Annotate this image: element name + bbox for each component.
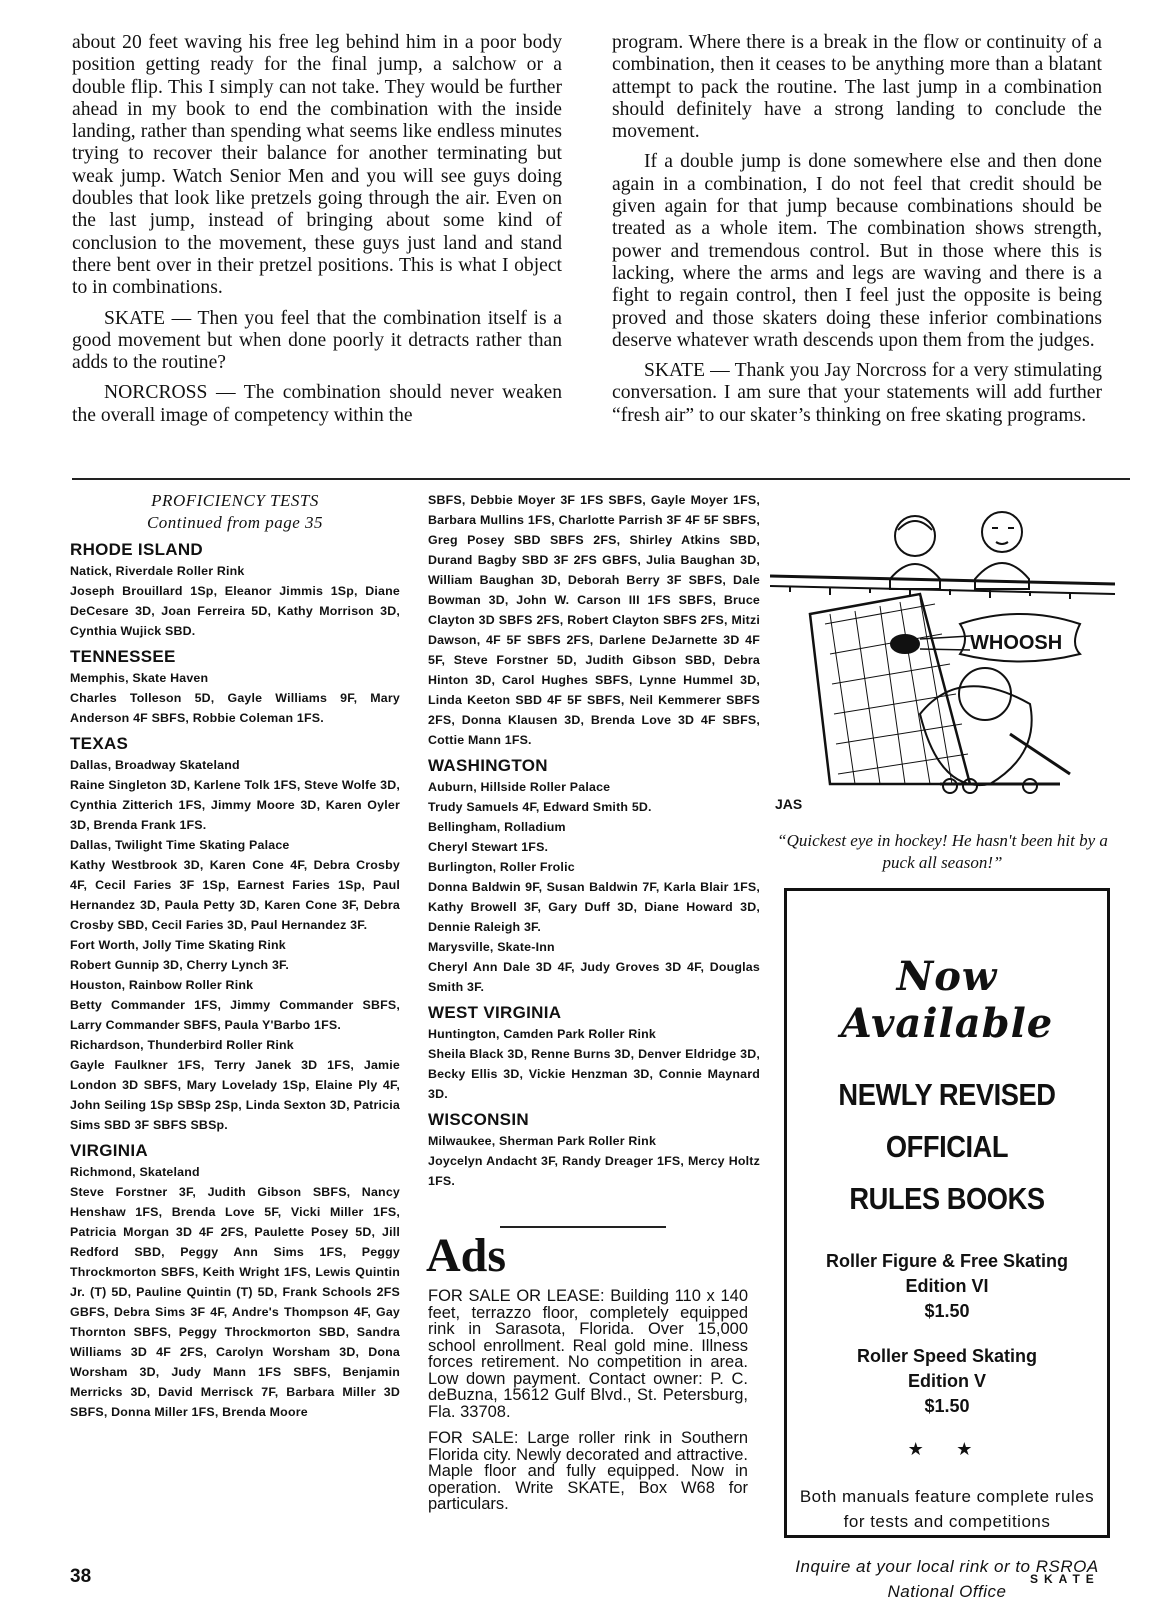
skater-list: Gayle Faulkner 1FS, Terry Janek 3D 1FS, Jamie London 3D SBFS, Mary Lovelady 1Sp, Elaine Ply 4F, John Seiling 1Sp SBSp 2Sp, Linda Sexton 3D, Patricia Sims SBD 3F SBFS SBSp. [70, 1058, 400, 1132]
now-available-heading: Now Available [840, 953, 1054, 1047]
section-divider [72, 478, 1130, 480]
proficiency-tests-column-2 [428, 490, 760, 1191]
cartoon-caption: “Quickest eye in hockey! He hasn't been hit by a puck all season!” [777, 831, 1108, 872]
book-edition: Edition V [908, 1371, 986, 1391]
rink-name: Natick, Riverdale Roller Rink [70, 564, 245, 578]
skater-list: Donna Baldwin 9F, Susan Baldwin 7F, Karla Blair 1FS, Kathy Browell 3F, Gary Duff 3D, Diane Howard 3D, Dennie Raleigh 3F. [428, 880, 760, 934]
artist-signature: JAS [775, 796, 803, 812]
skater-list: Sheila Black 3D, Renne Burns 3D, Denver Eldridge 3D, Becky Ellis 3D, Vickie Henzman 3D, Connie Maynard 3D. [428, 1047, 760, 1101]
classified-ad: FOR SALE: Large roller rink in Southern Florida city. Newly decorated and attractive. Maple floor and fully equipped. Now in operation. Write SKATE, Box W68 for particulars. [428, 1429, 748, 1513]
book-figure-free [787, 1249, 1107, 1324]
article-left-column [72, 32, 562, 435]
rink-name: Richardson, Thunderbird Roller Rink [70, 1038, 294, 1052]
state-heading: TEXAS [70, 734, 129, 753]
skater-list: Betty Commander 1FS, Jimmy Commander SBFS, Larry Commander SBFS, Paula Y'Barbo 1FS. [70, 998, 400, 1032]
article-paragraph: SKATE — Thank you Jay Norcross for a very stimulating conversation. I am sure that your statements will add further “fresh air” to our skater’s thinking on free skating programs. [612, 360, 1102, 426]
book-speed [787, 1344, 1107, 1419]
book-price: $1.50 [924, 1301, 970, 1321]
rink-name: Dallas, Broadway Skateland [70, 758, 240, 772]
tests-heading: PROFICIENCY TESTS [151, 491, 319, 510]
state-heading: TENNESSEE [70, 647, 176, 666]
rink-name: Marysville, Skate-Inn [428, 940, 555, 954]
spectator-head-right [982, 512, 1022, 552]
star-icons: ★ ★ [907, 1439, 987, 1459]
rulebox-headline-line1: NEWLY REVISED OFFICIAL [838, 1077, 1056, 1164]
skater-list: Kathy Westbrook 3D, Karen Cone 4F, Debra Crosby 4F, Cecil Faries 3F 1Sp, Earnest Faries 1Sp, Paul Hernandez 3D, Paula Petty 3D, Karen Cone 3F, Debra Crosby SBD, Cecil Faries 3D, Paul Hernandez 3F. [70, 858, 400, 932]
state-heading: WISCONSIN [428, 1110, 529, 1129]
rink-name: Dallas, Twilight Time Skating Palace [70, 838, 290, 852]
classified-ad: FOR SALE OR LEASE: Building 110 x 140 feet, terrazzo floor, completely equipped rink in Sarasota, Florida. Over 15,000 school enrollment. Real gold mine. Illness forces retirement. No competition in area. Low down payment. Contact owner: P. C. deBuzna, 15612 Gulf Blvd., St. Petersburg, Fla. 33708. [428, 1287, 748, 1421]
book-title: Roller Speed Skating [856, 1346, 1038, 1366]
book-price: $1.50 [924, 1396, 970, 1416]
skater-list: SBFS, Debbie Moyer 3F 1FS SBFS, Gayle Moyer 1FS, Barbara Mullins 1FS, Charlotte Parrish 3F 4F 5F SBFS, Greg Posey SBD SBFS 2FS, Shirley Atkins SBD, Durand Bagby SBD 3F 2FS GBFS, Julia Baughan 3D, William Baughan 3D, Deborah Berry 3F SBFS, Dale Bowman 3D, John W. Carson III 1FS SBFS, Bruce Clayton 3D SBFS 2FS, Robert Clayton SBFS 2FS, Mitzi Dawson, 4F 5F SBFS 2FS, Darlene DeJarnette 3D 4F 5F, Steve Forstner 5D, Judith Gibson SBD, Debra Hinton 3D, Carol Hughes SBFS, Lynne Hummel 3D, Linda Keeton SBD 4F 5F SBFS, Neil Kemmerer SBFS 2FS, Donna Klausen 3D, Brenda Love 3D 4F SBFS, Cottie Mann 1FS. [428, 493, 760, 747]
proficiency-tests-column-1 [70, 490, 400, 1422]
spectator-body-left [890, 564, 940, 589]
state-heading: WASHINGTON [428, 756, 548, 775]
skater-list: Charles Tolleson 5D, Gayle Williams 9F, Mary Anderson 4F SBFS, Robbie Coleman 1FS. [70, 691, 400, 725]
skater-list: Trudy Samuels 4F, Edward Smith 5D. [428, 800, 652, 814]
skater-list: Steve Forstner 3F, Judith Gibson SBFS, Nancy Henshaw 1FS, Brenda Love 5F, Vicki Miller 1FS, Patricia Morgan 3D 4F 2FS, Paulette Posey 5D, Jill Redford SBD, Peggy Ann Sims 1FS, Peggy Throckmorton SBFS, Keith Wright 1FS, Lewis Quintin Jr. (T) 5D, Pauline Quintin (T) 5D, Frank Schools 2FS GBFS, Debra Sims 3F 4F, Andre's Thompson 4F, Gay Thornton SBFS, Peggy Throckmorton SBD, Sandra Williams 3D 4F 2FS, Carolyn Worsham 3D, Dona Worsham 3D, Judy Mann 1FS SBFS, Benjamin Merricks 3D, David Merrisck 7F, Barbara Miller 3D SBFS, Donna Miller 1FS, Brenda Moore [70, 1185, 400, 1419]
hockey-cartoon [770, 484, 1115, 814]
rink-name: Richmond, Skateland [70, 1165, 200, 1179]
rink-name: Houston, Rainbow Roller Rink [70, 978, 254, 992]
article-paragraph: SKATE — Then you feel that the combination itself is a good movement but when done poorly it detracts rather than adds to the routine? [72, 307, 562, 374]
tests-continued: Continued from page 35 [146, 513, 324, 532]
rink-name: Auburn, Hillside Roller Palace [428, 780, 611, 794]
state-heading: VIRGINIA [70, 1141, 148, 1160]
skater-list: Joseph Brouillard 1Sp, Eleanor Jimmis 1Sp, Diane DeCesare 3D, Joan Ferreira 5D, Kathy Morrison 3D, Cynthia Wujick SBD. [70, 584, 400, 638]
rink-name: Fort Worth, Jolly Time Skating Rink [70, 938, 286, 952]
rink-name: Memphis, Skate Haven [70, 671, 209, 685]
article-paragraph: If a double jump is done somewhere else and then done again in a combination, I do not feel that credit should be given again for that jump because combinations should be treated as a whole item. The combination shows strength, power and tremendous control. But in those where this is lacking, where the arms and legs are waving and there is a fight to regain control, then I feel just the opposite is being proved and those skaters doing these inferior combinations deserve whatever wrath descends upon them from the judges. [612, 151, 1102, 351]
state-heading: RHODE ISLAND [70, 540, 203, 559]
ads-divider [500, 1226, 666, 1228]
rink-name: Milwaukee, Sherman Park Roller Rink [428, 1134, 657, 1148]
book-edition: Edition VI [905, 1276, 989, 1296]
article-paragraph: NORCROSS — The combination should never weaken the overall image of competency within the [72, 382, 562, 426]
skater-list: Cheryl Stewart 1FS. [428, 840, 549, 854]
rulebox-inquire: Inquire at your local rink or to RSROA National Office [795, 1557, 1099, 1601]
book-title: Roller Figure & Free Skating [825, 1251, 1069, 1271]
rulebox-headline [806, 1069, 1088, 1225]
page-number: 38 [70, 1566, 92, 1587]
article-paragraph: program. Where there is a break in the flow or continuity of a combination, then it ceases to be anything more than a blatant attempt to pack the routine. The last jump in a combination should definitely have a strong landing to conclude the movement. [612, 32, 1102, 143]
article-right-column [612, 32, 1102, 435]
skater-list: Cheryl Ann Dale 3D 4F, Judy Groves 3D 4F, Douglas Smith 3F. [428, 960, 760, 994]
rulebox-headline-line2: RULES BOOKS [849, 1181, 1045, 1216]
skater-list: Robert Gunnip 3D, Cherry Lynch 3F. [70, 958, 290, 972]
ads-title: Ads [426, 1229, 507, 1282]
article-paragraph: about 20 feet waving his free leg behind him in a poor body position getting ready for the final jump, a salchow or a double flip. This I simply can not take. They would be further ahead in my book to end the combination with the inside landing, rather than spending what seems like endless minutes trying to recover their balance for another terminating but weak jump. Watch Senior Men and you will see guys doing doubles that look like pretzels going through the air. Even on the last jump, instead of bringing about some kind of conclusion to the movement, these guys just land and stand there bent over in their pretzel positions. This is what I object to in combinations. [72, 32, 562, 299]
rink-name: Burlington, Roller Frolic [428, 860, 575, 874]
spectator-body-right [975, 563, 1029, 589]
magazine-name: SKATE [1030, 1572, 1100, 1586]
skater-list: Raine Singleton 3D, Karlene Tolk 1FS, Steve Wolfe 3D, Cynthia Zitterich 1FS, Jimmy Moore 3D, Karen Oyler 3D, Brenda Frank 1FS. [70, 778, 400, 832]
skater-list: Joycelyn Andacht 3F, Randy Dreager 1FS, Mercy Holtz 1FS. [428, 1154, 760, 1188]
state-heading: WEST VIRGINIA [428, 1003, 562, 1022]
rulebox-note: Both manuals feature complete rules for tests and competitions [799, 1487, 1095, 1531]
rink-name: Huntington, Camden Park Roller Rink [428, 1027, 656, 1041]
whoosh-text: WHOOSH [970, 632, 1063, 654]
rink-name: Bellingham, Rolladium [428, 820, 566, 834]
